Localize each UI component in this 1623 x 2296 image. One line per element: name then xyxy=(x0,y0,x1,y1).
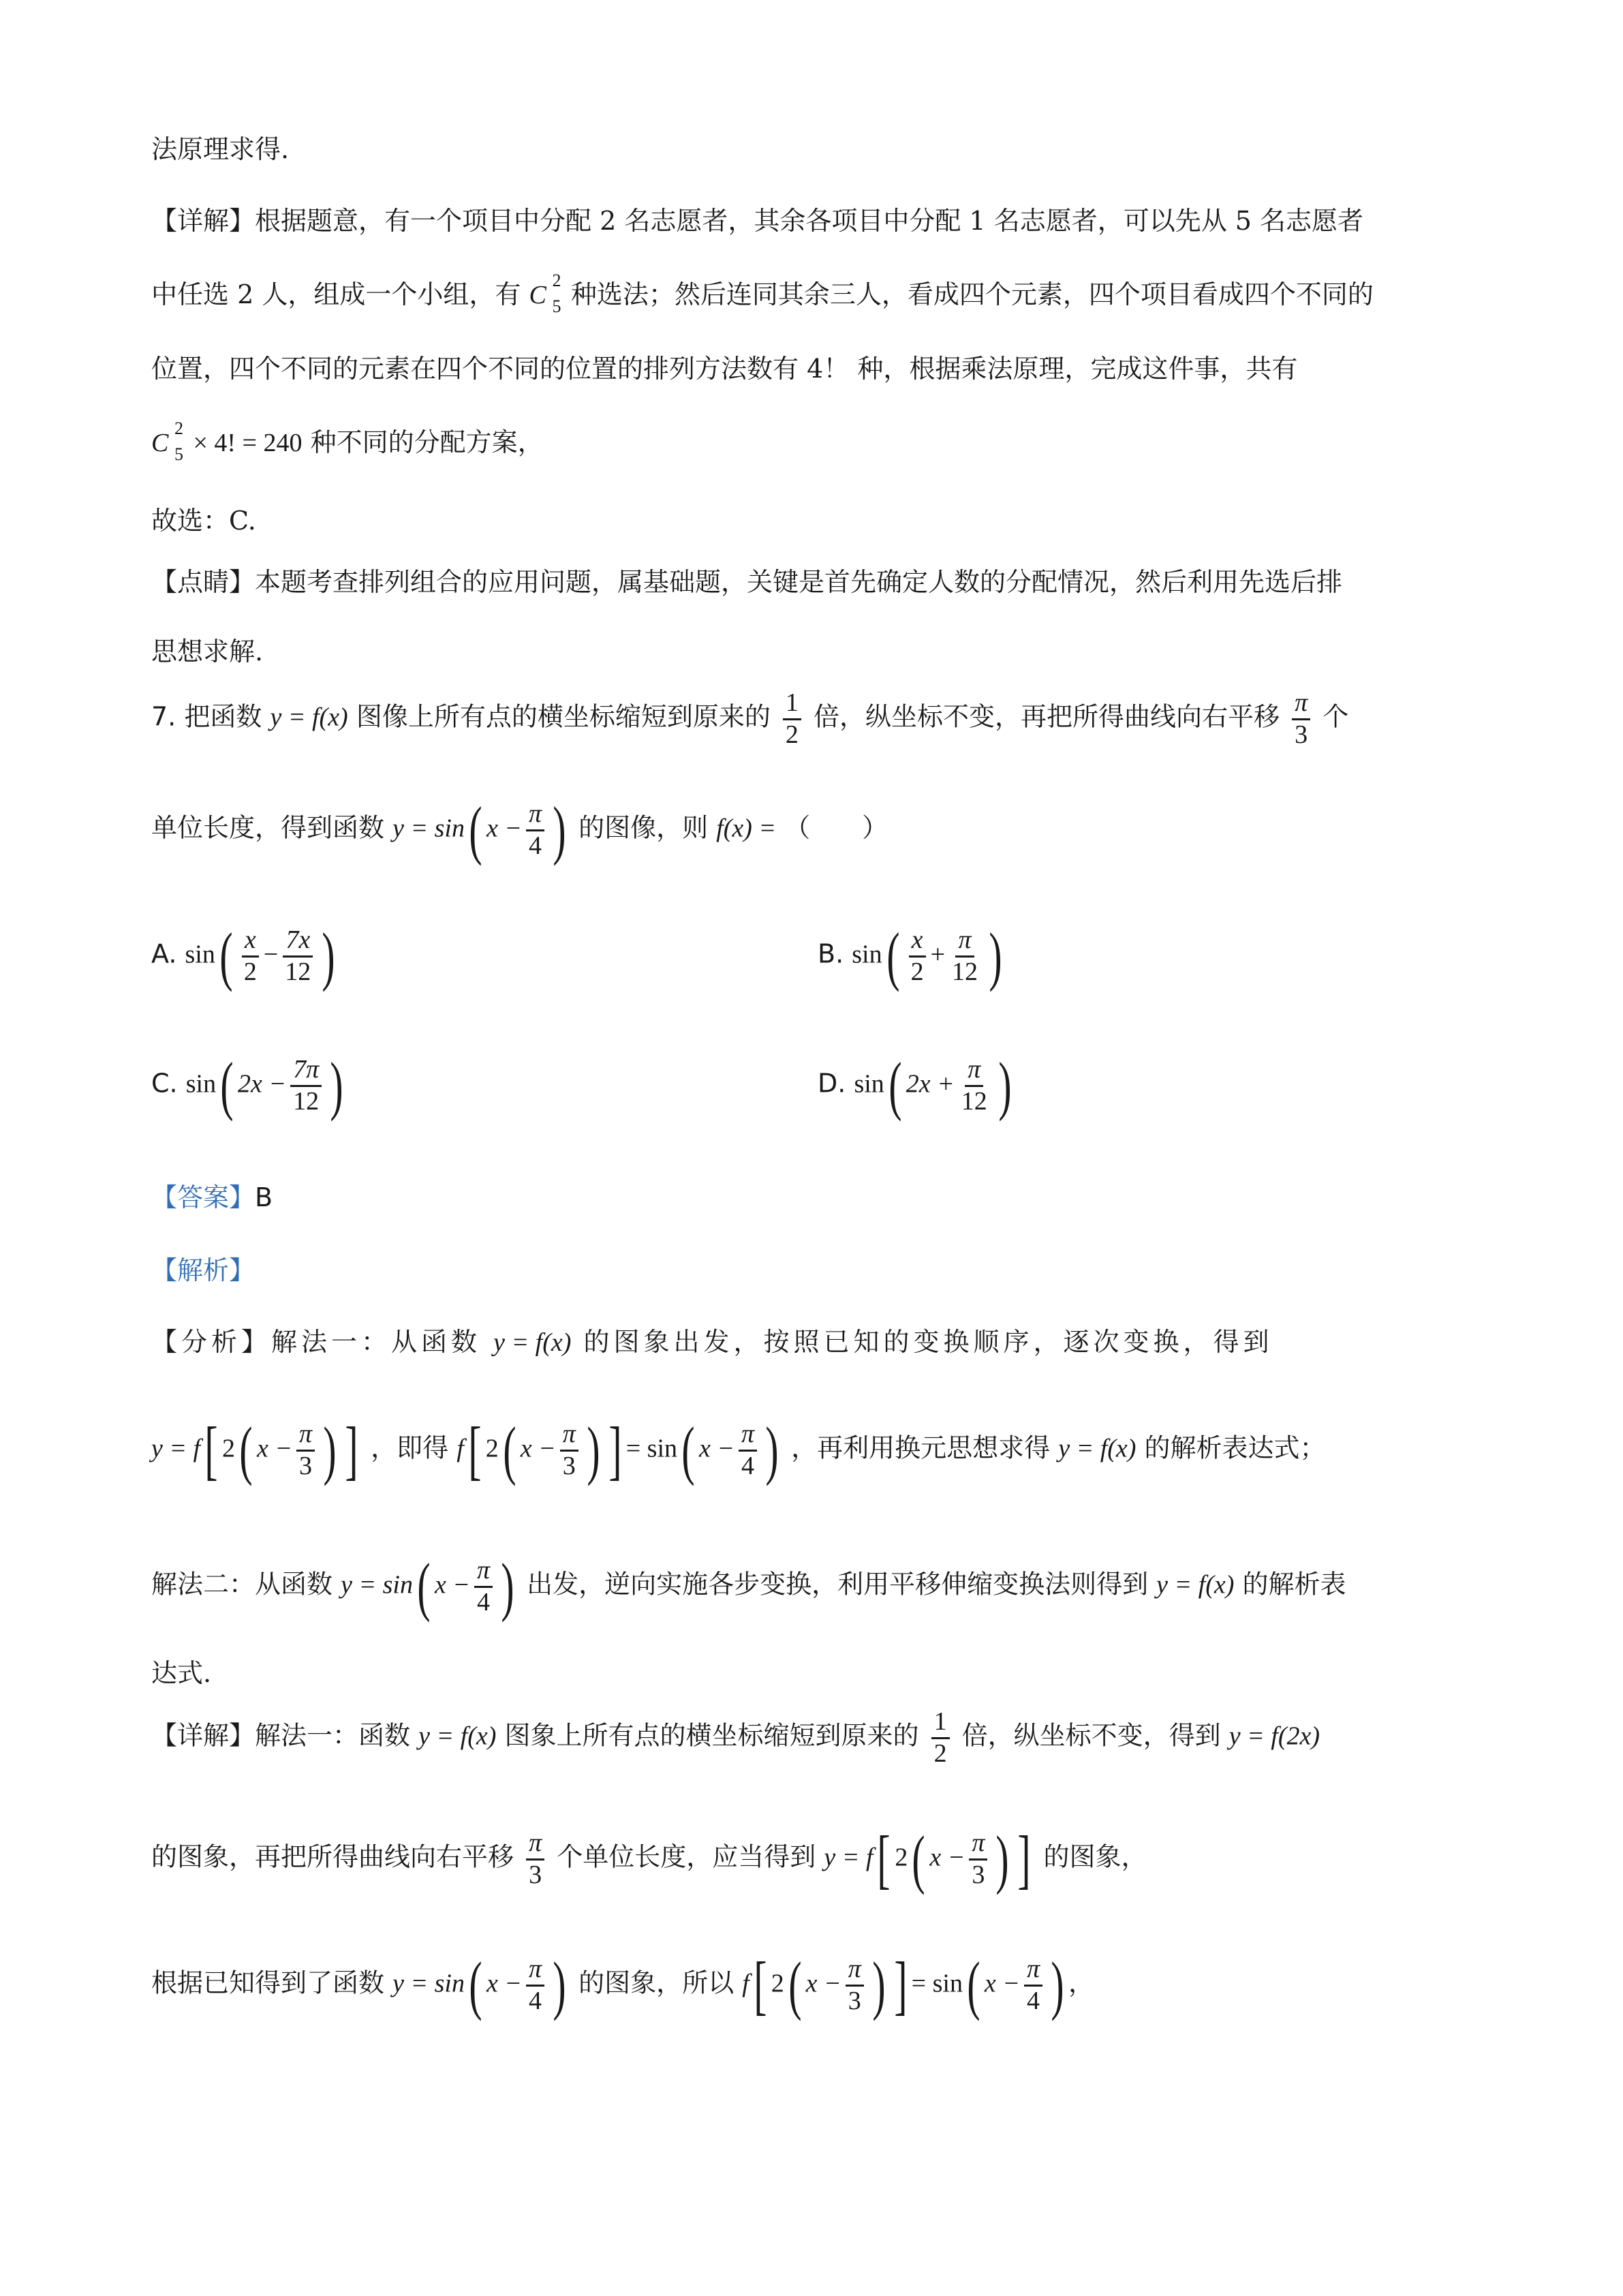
fraction-pi-over-3: $\frac{\pi}{3}$ xyxy=(1292,688,1310,750)
detail-line-1: 【详解】解法一：函数 y = f(x) 图象上所有点的横坐标缩短到原来的 $\frac{1}{2}$ 倍，纵坐标不变，得到 y = f(2x) xyxy=(151,1707,1320,1768)
answer-value: B xyxy=(255,1182,273,1212)
analysis-line-4: 达式. xyxy=(151,1658,212,1688)
combination-symbol: C 2 5 xyxy=(151,418,183,464)
text-line-8: 思想求解. xyxy=(151,637,264,667)
tip-tag: 【点睛】 xyxy=(151,567,256,597)
option-b[interactable]: B. sin( $\frac{x}{2}$ + $\frac{\pi}{12}$ ) xyxy=(818,919,1002,992)
option-a[interactable]: A. sin( $\frac{x}{2}$ − $\frac{7x}{12}$ ) xyxy=(151,919,335,992)
answer-tag: 【答案】 xyxy=(151,1182,256,1212)
question-number: 7. xyxy=(151,701,176,732)
question-line-2: 单位长度，得到函数 y = sin( x − $\frac{\pi}{4}$ ) 的图像，则 f(x) = （ ） xyxy=(151,793,888,866)
text-line-7: 【点睛】本题考查排列组合的应用问题，属基础题，关键是首先确定人数的分配情况，然后利用先选后排 xyxy=(151,567,1343,597)
detail-tag: 【详解】 xyxy=(151,206,256,236)
text-line-5: C 2 5 × 4! = 240 种不同的分配方案， xyxy=(151,418,544,464)
combination-symbol: C 2 5 xyxy=(529,271,561,316)
detail-line-2: 的图象，再把所得曲线向右平移 $\frac{\pi}{3}$ 个单位长度，应当得到 y = f[ 2( x − $\frac{\pi}{3}$ ) ] 的图象， xyxy=(151,1822,1147,1895)
option-d[interactable]: D. sin( 2x + $\frac{\pi}{12}$ ) xyxy=(818,1049,1012,1122)
text-line-6: 故选：C. xyxy=(151,506,256,536)
analysis-line-2: y = f[ 2( x − $\frac{\pi}{3}$ ) ] ，即得 f[ 2( x − $\frac{\pi}{3}$ ) ] = sin( x − $\frac{\pi}{4}$ ) ，再利用换元思想求得 y = f(x) 的解析表达式； xyxy=(151,1413,1326,1486)
analysis-line-1: 【分析】解法一：从函数 y = f(x) 的图象出发，按照已知的变换顺序，逐次变换，得到 xyxy=(151,1327,1273,1357)
analysis-line-3: 解法二：从函数 y = sin( x − $\frac{\pi}{4}$ ) 出发，逆向实施各步变换，利用平移伸缩变换法则得到 y = f(x) 的解析表 xyxy=(151,1550,1346,1623)
analysis-heading xyxy=(151,1257,255,1283)
answer-line xyxy=(151,1184,273,1210)
option-c[interactable]: C. sin( 2x − $\frac{7\pi}{12}$ ) xyxy=(151,1049,343,1122)
question-line-1: 7. 把函数 y = f(x) 图像上所有点的横坐标缩短到原来的 $\frac{1}{2}$ 倍，纵坐标不变，再把所得曲线向右平移 $\frac{\pi}{3}$ 个 xyxy=(151,688,1349,749)
text-line-2: 【详解】根据题意，有一个项目中分配 2 名志愿者，其余各项目中分配 1 名志愿者，可以先从 5 名志愿者 xyxy=(151,206,1364,236)
fraction-one-half: $\frac{1}{2}$ xyxy=(783,688,801,750)
detail-line-3: 根据已知得到了函数 y = sin( x − $\frac{\pi}{4}$ ) 的图象，所以 f[ 2( x − $\frac{\pi}{3}$ ) ] = sin( x − $\frac{\pi}{4}$ ) ， xyxy=(151,1948,1094,2021)
text-line-1: 法原理求得. xyxy=(151,134,290,164)
analysis-tag: 【解析】 xyxy=(151,1255,256,1285)
text-line-3: 中任选 2 人，组成一个小组，有 C 2 5 种选法；然后连同其余三人，看成四个元素，四个项目看成四个不同的 xyxy=(151,271,1374,316)
text-line-4: 位置，四个不同的元素在四个不同的位置的排列方法数有 4！ 种，根据乘法原理，完成这件事，共有 xyxy=(151,354,1298,384)
